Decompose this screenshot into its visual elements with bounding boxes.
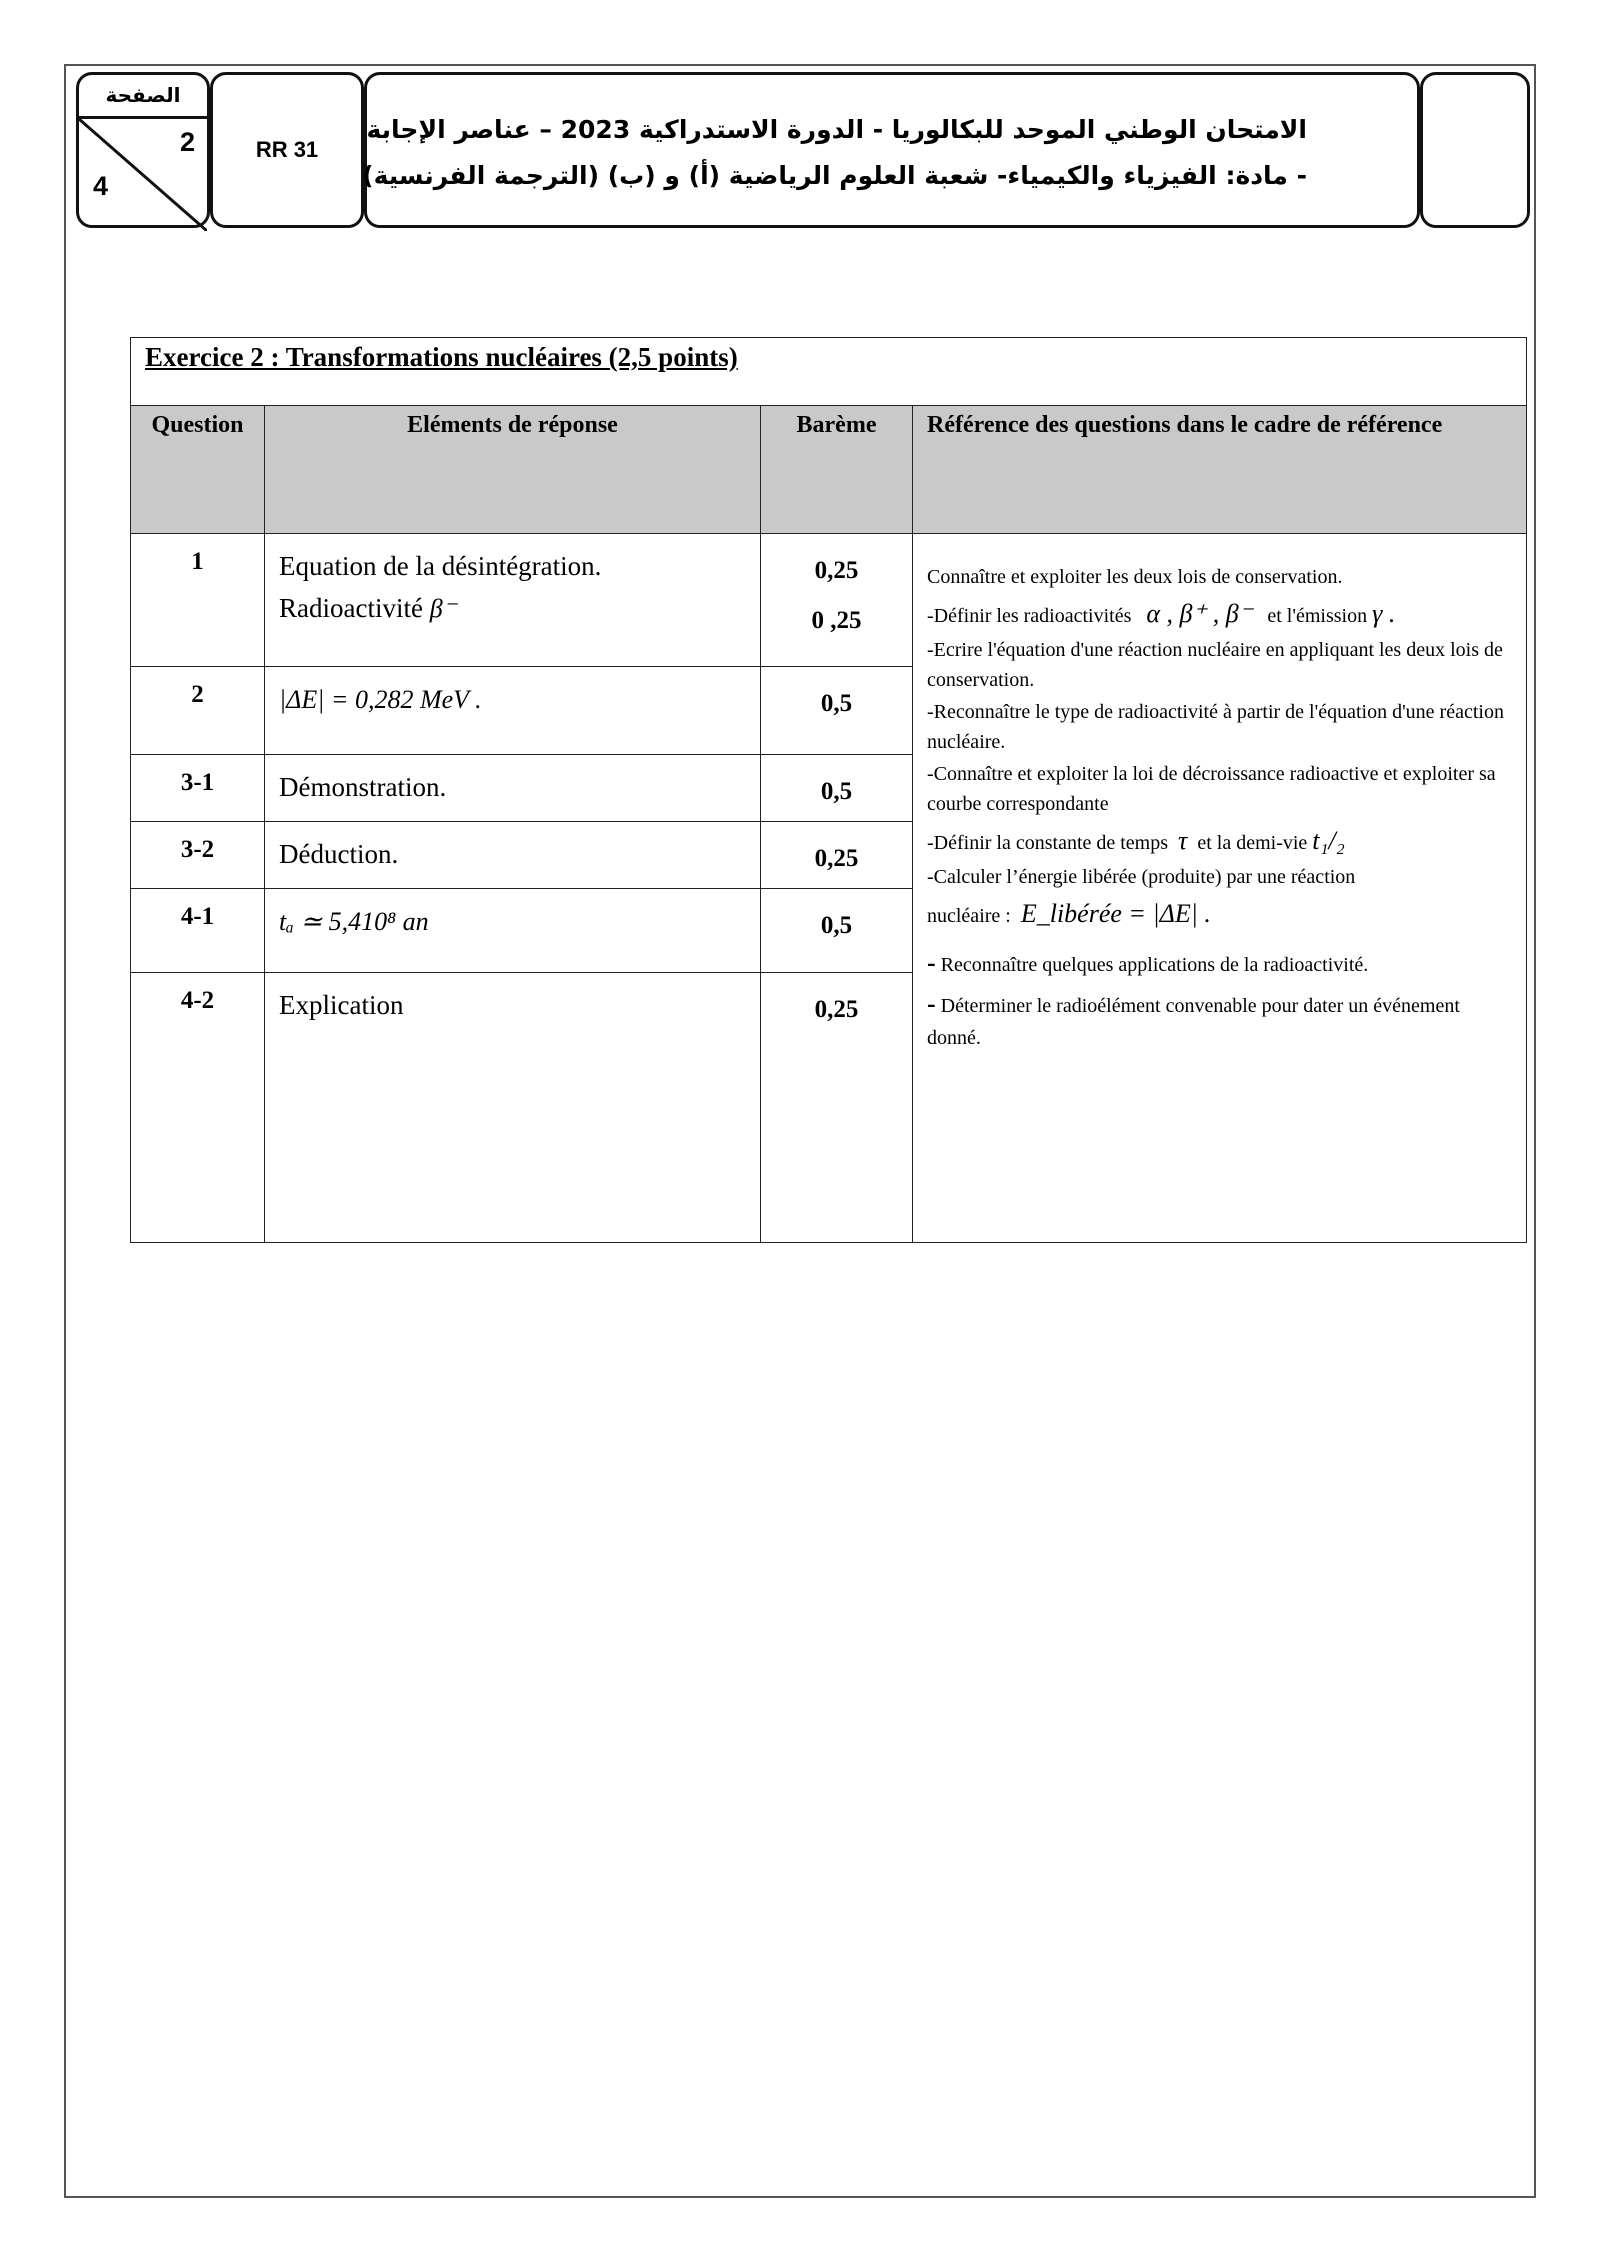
exam-title-line-1: الامتحان الوطني الموحد للبكالوريا - الدورة الاستدراكية 2023 – عناصر الإجابة <box>366 115 1307 144</box>
reference-item: Connaître et exploiter les deux lois de conservation. <box>927 566 1343 588</box>
exam-code-box <box>210 72 364 228</box>
reference-cell <box>913 534 1527 1243</box>
page-total: 4 <box>93 171 109 201</box>
table-row <box>131 534 1527 667</box>
score: 0,25 <box>761 822 913 889</box>
question-number: 2 <box>131 667 265 755</box>
math-symbol: γ . <box>1372 599 1396 628</box>
answer-text: |ΔE| = 0,282 MeV . <box>279 685 482 714</box>
reference-item <box>927 984 1512 1053</box>
answer-text-part: Radioactivité <box>279 592 423 623</box>
score: 0,5 <box>761 667 913 755</box>
answer-text <box>279 588 746 630</box>
answer-element <box>265 667 761 755</box>
reference-item <box>927 894 1512 933</box>
question-number: 1 <box>131 534 265 667</box>
answer-element: Explication <box>265 973 761 1243</box>
reference-text: -Définir la constante de temps <box>927 832 1169 854</box>
reference-text: Reconnaître quelques applications de la radioactivité. <box>940 954 1369 976</box>
answer-element <box>265 889 761 973</box>
exam-title-line-2: - مادة: الفيزياء والكيمياء- شعبة العلوم الرياضية (أ) و (ب) (الترجمة الفرنسية) <box>362 161 1307 190</box>
math-symbol: β⁻ <box>429 593 457 623</box>
reference-item: -Connaître et exploiter la loi de décroissance radioactive et exploiter sa courbe correspondante <box>927 763 1496 815</box>
answer-element: Démonstration. <box>265 755 761 822</box>
score: 0,5 <box>761 889 913 973</box>
score <box>761 534 913 667</box>
page-label: الصفحة <box>79 75 207 119</box>
exam-title-box <box>364 72 1420 228</box>
exercise-title: Exercice 2 : Transformations nucléaires (2,5 points) <box>131 338 1527 406</box>
score: 0,25 <box>761 973 913 1243</box>
reference-item <box>927 943 1512 982</box>
reference-text: Déterminer le radioélément convenable pour dater un événement donné. <box>927 995 1460 1049</box>
question-number: 4-2 <box>131 973 265 1243</box>
reference-text: nucléaire : <box>927 905 1011 927</box>
reference-item: -Calculer l’énergie libérée (produite) par une réaction <box>927 866 1356 888</box>
reference-item: -Ecrire l'équation d'une réaction nucléaire en appliquant les deux lois de conservation. <box>927 639 1503 691</box>
reference-item <box>927 821 1512 860</box>
reference-item: -Reconnaître le type de radioactivité à partir de l'équation d'une réaction nucléaire. <box>927 701 1504 753</box>
page-current: 2 <box>179 127 195 157</box>
score: 0,5 <box>761 755 913 822</box>
reference-text: -Définir les radioactivités <box>927 605 1132 627</box>
column-header-question: Question <box>131 406 265 534</box>
column-header-elements: Eléments de réponse <box>265 406 761 534</box>
answer-text: tₐ ≃ 5,410⁸ an <box>279 907 429 936</box>
page-number-box <box>76 72 210 228</box>
question-number: 3-2 <box>131 822 265 889</box>
answer-text: Equation de la désintégration. <box>279 551 602 581</box>
reference-text: et la demi-vie <box>1197 832 1308 854</box>
score-value: 0,25 <box>814 557 859 584</box>
exam-code: RR 31 <box>255 137 319 162</box>
math-symbol: E_libérée = |ΔE| . <box>1020 899 1211 928</box>
question-number: 3-1 <box>131 755 265 822</box>
reference-item <box>927 594 1512 633</box>
column-header-reference: Référence des questions dans le cadre de référence <box>913 406 1527 534</box>
blank-box <box>1420 72 1530 228</box>
bullet-dash: - <box>927 948 936 977</box>
math-symbol: t₁/₂ <box>1312 826 1345 855</box>
reference-text: et l'émission <box>1267 605 1368 627</box>
column-header-bareme: Barème <box>761 406 913 534</box>
math-symbol: α , β⁺ , β⁻ <box>1146 599 1253 628</box>
answer-element <box>265 534 761 667</box>
question-number: 4-1 <box>131 889 265 973</box>
score-value: 0 ,25 <box>811 607 862 634</box>
answer-table <box>130 337 1527 1243</box>
answer-element: Déduction. <box>265 822 761 889</box>
math-symbol: τ <box>1178 826 1188 855</box>
bullet-dash: - <box>927 989 936 1018</box>
